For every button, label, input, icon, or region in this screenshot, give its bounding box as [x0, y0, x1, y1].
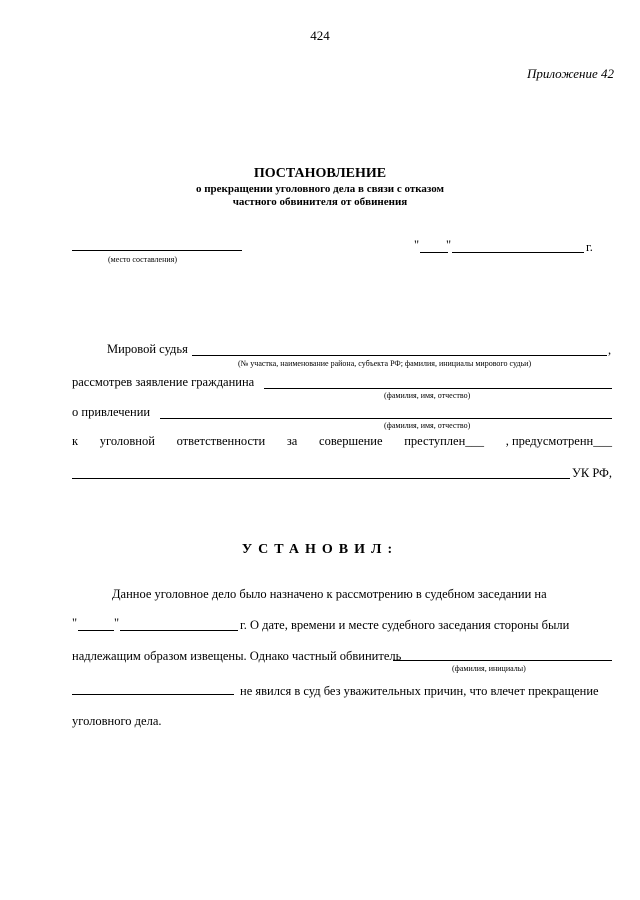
- liability-word: совершение: [319, 434, 383, 448]
- appendix-label: Приложение 42: [526, 66, 614, 81]
- hearing-month-year-field[interactable]: [120, 630, 238, 631]
- hearing-day-field[interactable]: [78, 630, 114, 631]
- liability-word: к: [72, 434, 79, 448]
- subtitle-line-2: частного обвинителя от обвинения: [232, 196, 408, 208]
- document-subtitle: [0, 183, 640, 209]
- considering-label: рассмотрев заявление гражданина: [72, 375, 255, 389]
- fio-hint-1: (фамилия, имя, отчество): [384, 391, 471, 400]
- subtitle-line-1: о прекращении уголовного дела в связи с отказом: [195, 183, 445, 195]
- article-field[interactable]: [72, 478, 570, 479]
- involvement-label: о привлечении: [72, 405, 151, 419]
- paragraph-line-3: надлежащим образом извещены. Однако частный обвинитель: [72, 649, 402, 663]
- liability-word: , предусмотренн___: [505, 434, 612, 448]
- name-hint: (фамилия, инициалы): [452, 664, 526, 673]
- date-open-quote: ": [414, 238, 420, 252]
- judge-hint: (№ участка, наименование района, субъекта РФ; фамилия, инициалы мирового судьи): [238, 359, 532, 368]
- applicant-field[interactable]: [264, 388, 612, 389]
- page-number: 424: [310, 28, 330, 43]
- hearing-open-quote: ": [72, 616, 78, 630]
- prosecutor-name-field[interactable]: [72, 694, 234, 695]
- accused-field[interactable]: [160, 418, 612, 419]
- liability-row: [72, 434, 612, 449]
- date-month-year-field[interactable]: [452, 252, 584, 253]
- date-year-suffix: г.: [586, 240, 593, 254]
- document-title: ПОСТАНОВЛЕНИЕ: [253, 166, 387, 181]
- judge-comma: ,: [608, 343, 612, 357]
- fio-hint-2: (фамилия, имя, отчество): [384, 421, 471, 430]
- section-heading: УСТАНОВИЛ:: [241, 542, 399, 557]
- liability-word: уголовной: [99, 434, 155, 448]
- liability-word: преступлен___: [404, 434, 485, 448]
- liability-word: ответственности: [176, 434, 266, 448]
- judge-field[interactable]: [192, 355, 607, 356]
- uk-suffix: УК РФ,: [572, 466, 613, 480]
- private-prosecutor-field[interactable]: [393, 660, 612, 661]
- hearing-close-quote: ": [114, 616, 120, 630]
- place-hint: (место составления): [108, 255, 177, 264]
- place-field[interactable]: [72, 250, 242, 251]
- paragraph-line-1: Данное уголовное дело было назначено к рассмотрению в судебном заседании на: [112, 587, 547, 601]
- paragraph-line-4: не явился в суд без уважительных причин, что влечет прекращение: [240, 684, 599, 698]
- date-day-field[interactable]: [420, 252, 448, 253]
- paragraph-line-2: г. О дате, времени и месте судебного заседания стороны были: [240, 618, 570, 632]
- liability-word: за: [286, 434, 298, 448]
- paragraph-line-5: уголовного дела.: [72, 714, 162, 728]
- date-close-quote: ": [446, 238, 452, 252]
- judge-label: Мировой судья: [107, 342, 188, 356]
